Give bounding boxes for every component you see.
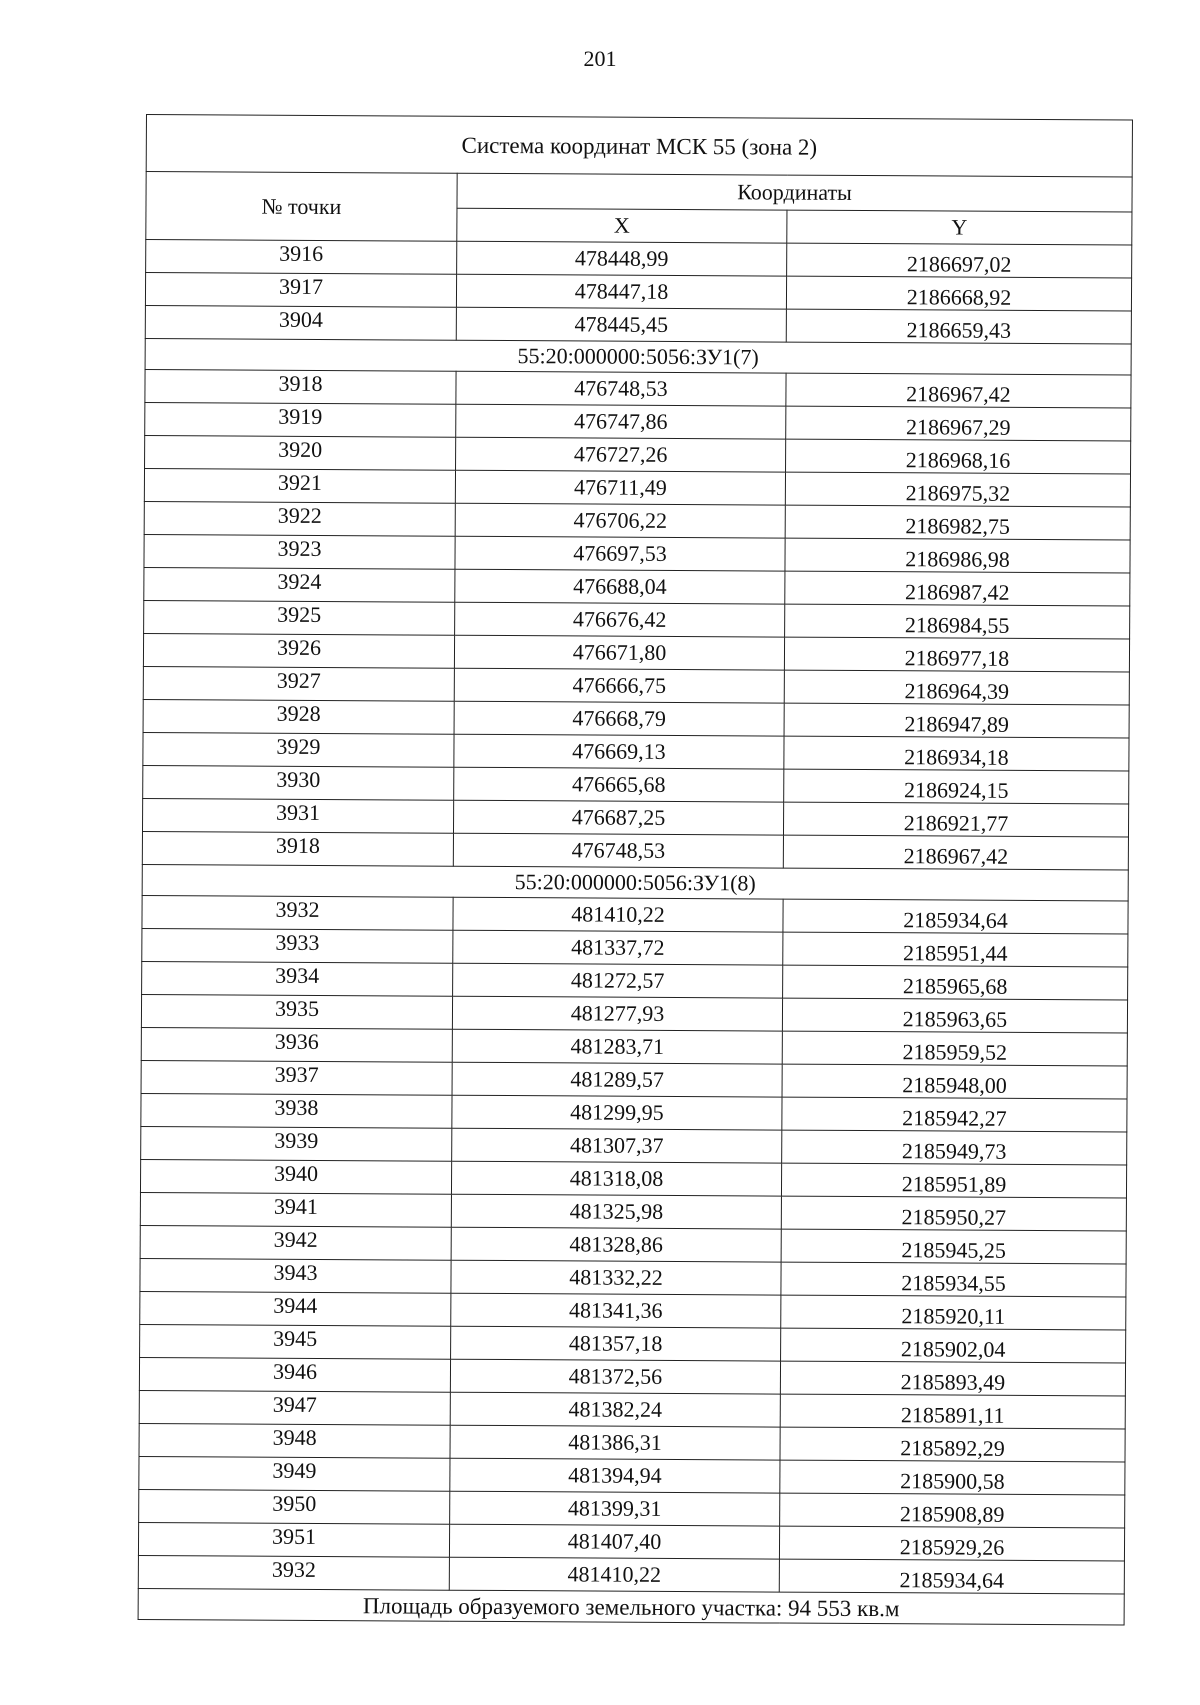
x-coordinate-cell: 476748,53 bbox=[456, 371, 786, 406]
point-number-cell: 3942 bbox=[140, 1225, 451, 1260]
table-row bbox=[138, 1555, 1124, 1594]
y-coordinate-cell: 2185950,27 bbox=[781, 1196, 1126, 1231]
section-label: 55:20:000000:5056:ЗУ1(7) bbox=[145, 338, 1131, 375]
table-row bbox=[146, 240, 1132, 279]
y-coordinate-cell: 2186987,42 bbox=[785, 571, 1130, 606]
x-coordinate-cell: 481272,57 bbox=[453, 963, 783, 998]
x-header: X bbox=[457, 208, 787, 243]
y-coordinate-cell: 2186934,18 bbox=[784, 736, 1129, 771]
coordinates-header: Координаты bbox=[457, 173, 1132, 212]
x-coordinate-cell: 476706,22 bbox=[455, 503, 785, 538]
table-title: Система координат МСК 55 (зона 2) bbox=[146, 115, 1132, 178]
point-number-cell: 3931 bbox=[142, 798, 453, 833]
y-coordinate-cell: 2185965,68 bbox=[783, 965, 1128, 1000]
y-coordinate-cell: 2186947,89 bbox=[784, 703, 1129, 738]
point-number-cell: 3944 bbox=[140, 1291, 451, 1326]
table-row bbox=[144, 501, 1130, 540]
y-coordinate-cell: 2185929,26 bbox=[779, 1526, 1124, 1561]
x-coordinate-cell: 476687,25 bbox=[453, 800, 783, 835]
point-number-cell: 3930 bbox=[143, 765, 454, 800]
table-row bbox=[140, 1192, 1126, 1231]
x-coordinate-cell: 476665,68 bbox=[454, 767, 784, 802]
table-row bbox=[145, 435, 1131, 474]
x-coordinate-cell: 478447,18 bbox=[456, 274, 786, 309]
table-row bbox=[142, 831, 1128, 870]
point-number-cell: 3922 bbox=[144, 501, 455, 536]
coordinates-sheet bbox=[138, 114, 1132, 1625]
point-number-cell: 3926 bbox=[143, 633, 454, 668]
y-coordinate-cell: 2186967,42 bbox=[783, 835, 1128, 870]
x-coordinate-cell: 481325,98 bbox=[451, 1194, 781, 1229]
y-coordinate-cell: 2186986,98 bbox=[785, 538, 1130, 573]
point-number-cell: 3929 bbox=[143, 732, 454, 767]
table-row bbox=[145, 273, 1131, 312]
table-row bbox=[142, 928, 1128, 967]
table-row bbox=[141, 1060, 1127, 1099]
y-coordinate-cell: 2186921,77 bbox=[783, 802, 1128, 837]
point-number-header: № точки bbox=[146, 172, 457, 242]
y-coordinate-cell: 2185949,73 bbox=[782, 1130, 1127, 1165]
y-coordinate-cell: 2185934,64 bbox=[779, 1559, 1124, 1594]
y-coordinate-cell: 2185902,04 bbox=[781, 1328, 1126, 1363]
x-coordinate-cell: 481394,94 bbox=[450, 1458, 780, 1493]
x-coordinate-cell: 481399,31 bbox=[450, 1491, 780, 1526]
table-row bbox=[145, 369, 1131, 408]
table-row bbox=[140, 1159, 1126, 1198]
y-coordinate-cell: 2185951,44 bbox=[783, 932, 1128, 967]
table-row bbox=[139, 1456, 1125, 1495]
x-coordinate-cell: 476711,49 bbox=[455, 470, 785, 505]
table-row bbox=[141, 994, 1127, 1033]
y-coordinate-cell: 2185963,65 bbox=[782, 998, 1127, 1033]
x-coordinate-cell: 476671,80 bbox=[454, 635, 784, 670]
x-coordinate-cell: 478448,99 bbox=[457, 241, 787, 276]
y-coordinate-cell: 2185942,27 bbox=[782, 1097, 1127, 1132]
table-row bbox=[140, 1258, 1126, 1297]
table-row bbox=[142, 961, 1128, 1000]
table-row bbox=[138, 1522, 1124, 1561]
point-number-cell: 3936 bbox=[141, 1027, 452, 1062]
table-row bbox=[139, 1489, 1125, 1528]
x-coordinate-cell: 481357,18 bbox=[451, 1326, 781, 1361]
point-number-cell: 3939 bbox=[141, 1126, 452, 1161]
point-number-cell: 3932 bbox=[138, 1555, 449, 1590]
y-coordinate-cell: 2185920,11 bbox=[781, 1295, 1126, 1330]
point-number-cell: 3951 bbox=[138, 1522, 449, 1557]
x-coordinate-cell: 476727,26 bbox=[456, 437, 786, 472]
x-coordinate-cell: 476668,79 bbox=[454, 701, 784, 736]
y-coordinate-cell: 2185959,52 bbox=[782, 1031, 1127, 1066]
y-coordinate-cell: 2185934,55 bbox=[781, 1262, 1126, 1297]
x-coordinate-cell: 476688,04 bbox=[455, 569, 785, 604]
point-number-cell: 3946 bbox=[139, 1357, 450, 1392]
y-coordinate-cell: 2186967,42 bbox=[786, 373, 1131, 408]
table-row bbox=[140, 1324, 1126, 1363]
x-coordinate-cell: 481410,22 bbox=[449, 1557, 779, 1592]
coordinates-table bbox=[138, 114, 1133, 1625]
point-number-cell: 3933 bbox=[142, 928, 453, 963]
y-coordinate-cell: 2185891,11 bbox=[780, 1394, 1125, 1429]
table-row bbox=[144, 534, 1130, 573]
x-coordinate-cell: 478445,45 bbox=[456, 307, 786, 342]
point-number-cell: 3945 bbox=[140, 1324, 451, 1359]
table-row bbox=[139, 1423, 1125, 1462]
point-number-cell: 3918 bbox=[142, 831, 453, 866]
y-coordinate-cell: 2186659,43 bbox=[786, 309, 1131, 344]
table-row bbox=[143, 633, 1129, 672]
y-coordinate-cell: 2186964,39 bbox=[784, 670, 1129, 705]
point-number-cell: 3935 bbox=[141, 994, 452, 1029]
x-coordinate-cell: 481341,36 bbox=[451, 1293, 781, 1328]
point-number-cell: 3927 bbox=[143, 666, 454, 701]
point-number-cell: 3934 bbox=[142, 961, 453, 996]
y-coordinate-cell: 2185900,58 bbox=[780, 1460, 1125, 1495]
x-coordinate-cell: 476748,53 bbox=[453, 833, 783, 868]
point-number-cell: 3923 bbox=[144, 534, 455, 569]
x-coordinate-cell: 481328,86 bbox=[451, 1227, 781, 1262]
point-number-cell: 3916 bbox=[146, 240, 457, 275]
point-number-cell: 3941 bbox=[140, 1192, 451, 1227]
y-coordinate-cell: 2185945,25 bbox=[781, 1229, 1126, 1264]
table-row bbox=[143, 699, 1129, 738]
table-row bbox=[143, 666, 1129, 705]
table-row bbox=[142, 895, 1128, 934]
y-coordinate-cell: 2186697,02 bbox=[787, 243, 1132, 278]
y-coordinate-cell: 2185951,89 bbox=[781, 1163, 1126, 1198]
x-coordinate-cell: 481318,08 bbox=[451, 1161, 781, 1196]
x-coordinate-cell: 481289,57 bbox=[452, 1062, 782, 1097]
point-number-cell: 3938 bbox=[141, 1093, 452, 1128]
point-number-cell: 3921 bbox=[144, 468, 455, 503]
x-coordinate-cell: 476747,86 bbox=[456, 404, 786, 439]
x-coordinate-cell: 481332,22 bbox=[451, 1260, 781, 1295]
x-coordinate-cell: 481372,56 bbox=[450, 1359, 780, 1394]
point-number-cell: 3949 bbox=[139, 1456, 450, 1491]
y-coordinate-cell: 2186668,92 bbox=[786, 276, 1131, 311]
x-coordinate-cell: 476669,13 bbox=[454, 734, 784, 769]
point-number-cell: 3925 bbox=[144, 600, 455, 635]
table-row bbox=[144, 600, 1130, 639]
table-row bbox=[140, 1291, 1126, 1330]
y-coordinate-cell: 2186984,55 bbox=[785, 604, 1130, 639]
section-label: 55:20:000000:5056:ЗУ1(8) bbox=[142, 864, 1128, 901]
table-row bbox=[142, 798, 1128, 837]
table-row bbox=[139, 1390, 1125, 1429]
table-row bbox=[145, 402, 1131, 441]
area-footer: Площадь образуемого земельного участка: 94 553 кв.м bbox=[138, 1588, 1124, 1625]
x-coordinate-cell: 476697,53 bbox=[455, 536, 785, 571]
table-row bbox=[144, 468, 1130, 507]
point-number-cell: 3904 bbox=[145, 305, 456, 340]
table-row bbox=[139, 1357, 1125, 1396]
table-body bbox=[138, 240, 1132, 1594]
y-coordinate-cell: 2185908,89 bbox=[780, 1493, 1125, 1528]
point-number-cell: 3920 bbox=[145, 435, 456, 470]
point-number-cell: 3928 bbox=[143, 699, 454, 734]
y-header: Y bbox=[787, 210, 1132, 245]
y-coordinate-cell: 2186977,18 bbox=[784, 637, 1129, 672]
table-row bbox=[141, 1126, 1127, 1165]
x-coordinate-cell: 481386,31 bbox=[450, 1425, 780, 1460]
x-coordinate-cell: 481283,71 bbox=[452, 1029, 782, 1064]
x-coordinate-cell: 481407,40 bbox=[449, 1524, 779, 1559]
point-number-cell: 3924 bbox=[144, 567, 455, 602]
y-coordinate-cell: 2186924,15 bbox=[784, 769, 1129, 804]
y-coordinate-cell: 2185934,64 bbox=[783, 899, 1128, 934]
table-row bbox=[141, 1093, 1127, 1132]
point-number-cell: 3948 bbox=[139, 1423, 450, 1458]
y-coordinate-cell: 2186968,16 bbox=[786, 439, 1131, 474]
x-coordinate-cell: 476666,75 bbox=[454, 668, 784, 703]
point-number-cell: 3940 bbox=[140, 1159, 451, 1194]
point-number-cell: 3919 bbox=[145, 402, 456, 437]
point-number-cell: 3950 bbox=[139, 1489, 450, 1524]
y-coordinate-cell: 2186967,29 bbox=[786, 406, 1131, 441]
point-number-cell: 3917 bbox=[145, 273, 456, 308]
y-coordinate-cell: 2186975,32 bbox=[785, 472, 1130, 507]
table-row bbox=[140, 1225, 1126, 1264]
table-row bbox=[144, 567, 1130, 606]
y-coordinate-cell: 2186982,75 bbox=[785, 505, 1130, 540]
page-number: 201 bbox=[583, 46, 617, 71]
x-coordinate-cell: 481382,24 bbox=[450, 1392, 780, 1427]
table-row bbox=[143, 765, 1129, 804]
x-coordinate-cell: 476676,42 bbox=[455, 602, 785, 637]
point-number-cell: 3947 bbox=[139, 1390, 450, 1425]
y-coordinate-cell: 2185893,49 bbox=[780, 1361, 1125, 1396]
y-coordinate-cell: 2185892,29 bbox=[780, 1427, 1125, 1462]
table-row bbox=[145, 305, 1131, 344]
y-coordinate-cell: 2185948,00 bbox=[782, 1064, 1127, 1099]
x-coordinate-cell: 481277,93 bbox=[452, 996, 782, 1031]
point-number-cell: 3918 bbox=[145, 369, 456, 404]
x-coordinate-cell: 481299,95 bbox=[452, 1095, 782, 1130]
x-coordinate-cell: 481410,22 bbox=[453, 897, 783, 932]
table-row bbox=[143, 732, 1129, 771]
point-number-cell: 3943 bbox=[140, 1258, 451, 1293]
x-coordinate-cell: 481307,37 bbox=[452, 1128, 782, 1163]
table-row bbox=[141, 1027, 1127, 1066]
x-coordinate-cell: 481337,72 bbox=[453, 930, 783, 965]
point-number-cell: 3932 bbox=[142, 895, 453, 930]
point-number-cell: 3937 bbox=[141, 1060, 452, 1095]
